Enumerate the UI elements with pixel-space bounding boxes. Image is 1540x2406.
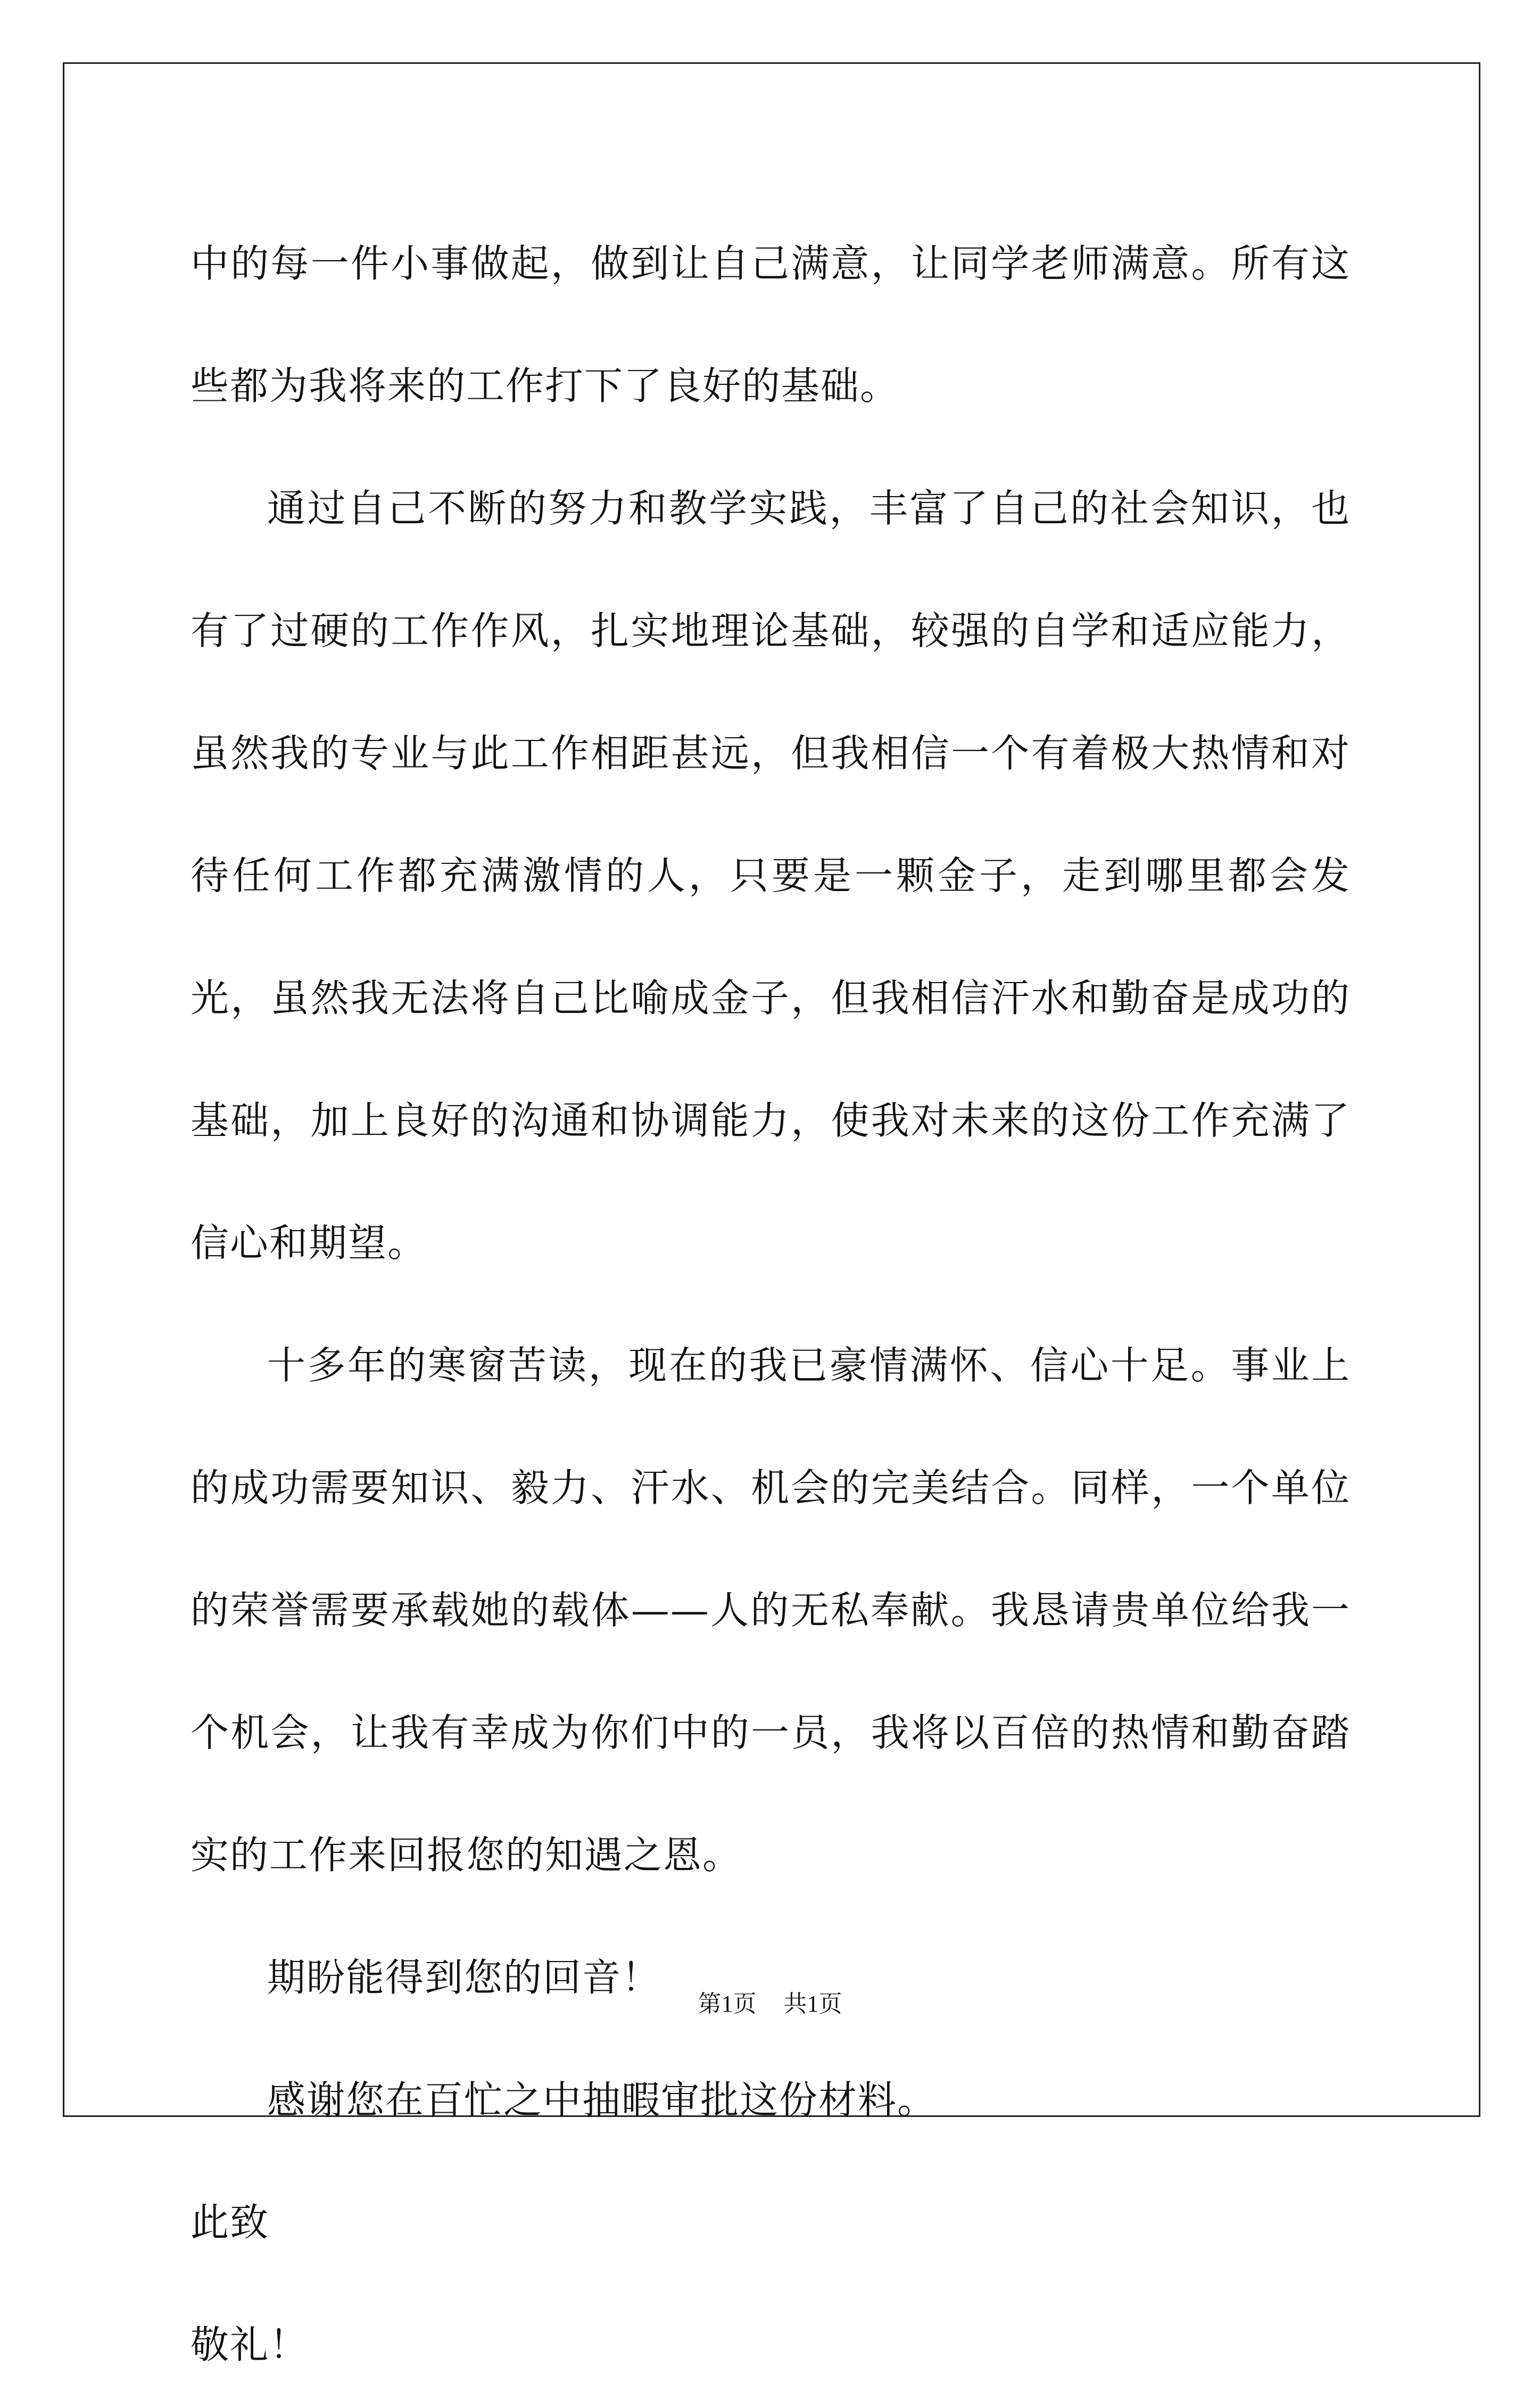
closing-regards: 敬礼！ [191,2322,309,2367]
paragraph-qualifications: 通过自己不断的努力和教学实践，丰富了自己的社会知识，也有了过硬的工作作风，扎实地理论基础，较强的自学和适应能力，虽然我的专业与此工作相距甚远，但我相信一个有着极大热情和对待任何工作都充满激情的人，只要是一颗金子，走到哪里都会发光，虽然我无法将自己比喻成金子，但我相信汗水和勤奋是成功的基础，加上良好的沟通和协调能力，使我对未来的这份工作充满了信心和期望。 [191,486,1351,1265]
page-number-current: 第1页 [698,1991,757,2017]
document-body [191,202,1351,2406]
closing-salutation: 此致 [191,2200,270,2245]
paragraph-request: 十多年的寒窗苦读，现在的我已豪情满怀、信心十足。事业上的成功需要知识、毅力、汗水、机会的完美结合。同样，一个单位的荣誉需要承载她的载体——人的无私奉献。我恳请贵单位给我一个机会，让我有幸成为你们中的一员，我将以百倍的热情和勤奋踏实的工作来回报您的知遇之恩。 [191,1343,1351,1877]
paragraph-hope: 期盼能得到您的回音！ [267,1955,661,2000]
page-number-total: 共1页 [783,1991,842,2017]
paragraph-continuation: 中的每一件小事做起，做到让自己满意，让同学老师满意。所有这些都为我将来的工作打下了良好的基础。 [191,241,1351,408]
paragraph-thanks: 感谢您在百忙之中抽暇审批这份材料。 [267,2078,937,2122]
page-footer [0,1984,1540,2018]
